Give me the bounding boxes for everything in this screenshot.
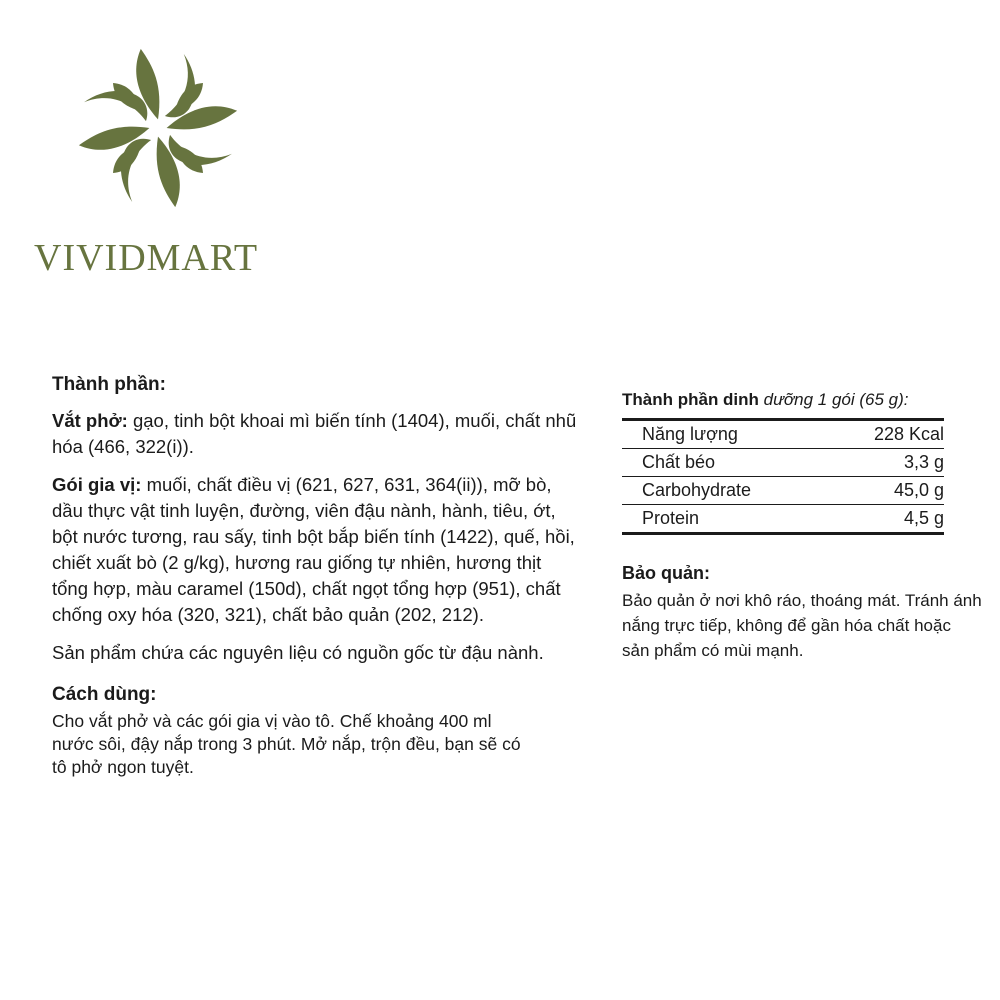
noodle-text: gạo, tinh bột khoai mì biến tính (1404), muối, chất nhũ hóa (466, 322(i)). [52,410,577,457]
nutrient-value: 4,5 g [903,508,944,528]
vividmart-logo-icon [72,42,244,214]
storage-title: Bảo quản: [622,563,710,583]
nutrition-row [622,505,944,532]
nutrient-name: Carbohydrate [642,480,752,500]
seasoning-text: muối, chất điều vị (621, 627, 631, 364(ii)), mỡ bò, dầu thực vật tinh luyện, đường, viên đậu nành, hành, tiêu, ớt, bột nước tương, rau sấy, tinh bột bắp biến tính (1422), quế, hồi, chiết xuất bò (2 g/kg), hương rau giống tự nhiên, hương thịt tổng hợp, màu caramel (150d), chất ngọt tổng hợp (951), chất chống oxy hóa (320, 321), chất bảo quản (202, 212). [52,474,575,625]
nutrient-value: 228 Kcal [873,424,944,444]
nutrient-value: 3,3 g [903,452,944,472]
storage-line: Bảo quản ở nơi khô ráo, thoáng mát. Tránh ánh [622,591,982,610]
nutrient-name: Chất béo [642,452,716,472]
nutrient-value: 45,0 g [893,480,944,500]
storage-line: nắng trực tiếp, không để gần hóa chất hoặc [622,616,951,635]
seasoning-ingredients [52,472,582,628]
noodle-ingredients [52,408,582,460]
ingredients-title: Thành phần: [52,374,166,395]
ingredients-section [52,372,582,779]
noodle-label: Vắt phở: [52,410,128,431]
nutrition-row [622,477,944,505]
usage-line: Cho vắt phở và các gói gia vị vào tô. Chế khoảng 400 ml [52,711,492,731]
storage-line: sản phẩm có mùi mạnh. [622,641,804,660]
allergen-note: Sản phẩm chứa các nguyên liệu có nguồn gốc từ đậu nành. [52,642,544,663]
nutrition-section [622,390,1000,663]
nutrition-row [622,449,944,477]
nutrition-row [622,421,944,449]
nutrition-title-bold: Thành phần dinh [622,390,759,409]
nutrition-table [622,418,944,535]
usage-title: Cách dùng: [52,684,157,705]
nutrient-name: Năng lượng [642,424,738,444]
usage-text [52,710,582,779]
nutrition-title-rest: dưỡng 1 gói (65 g): [758,390,909,409]
nutrient-name: Protein [642,508,700,528]
brand-name: VIVIDMART [34,237,259,279]
usage-line: nước sôi, đậy nắp trong 3 phút. Mở nắp, trộn đều, bạn sẽ có [52,734,521,754]
seasoning-label: Gói gia vị: [52,474,142,495]
nutrition-title [622,390,1000,410]
usage-line: tô phở ngon tuyệt. [52,757,194,777]
